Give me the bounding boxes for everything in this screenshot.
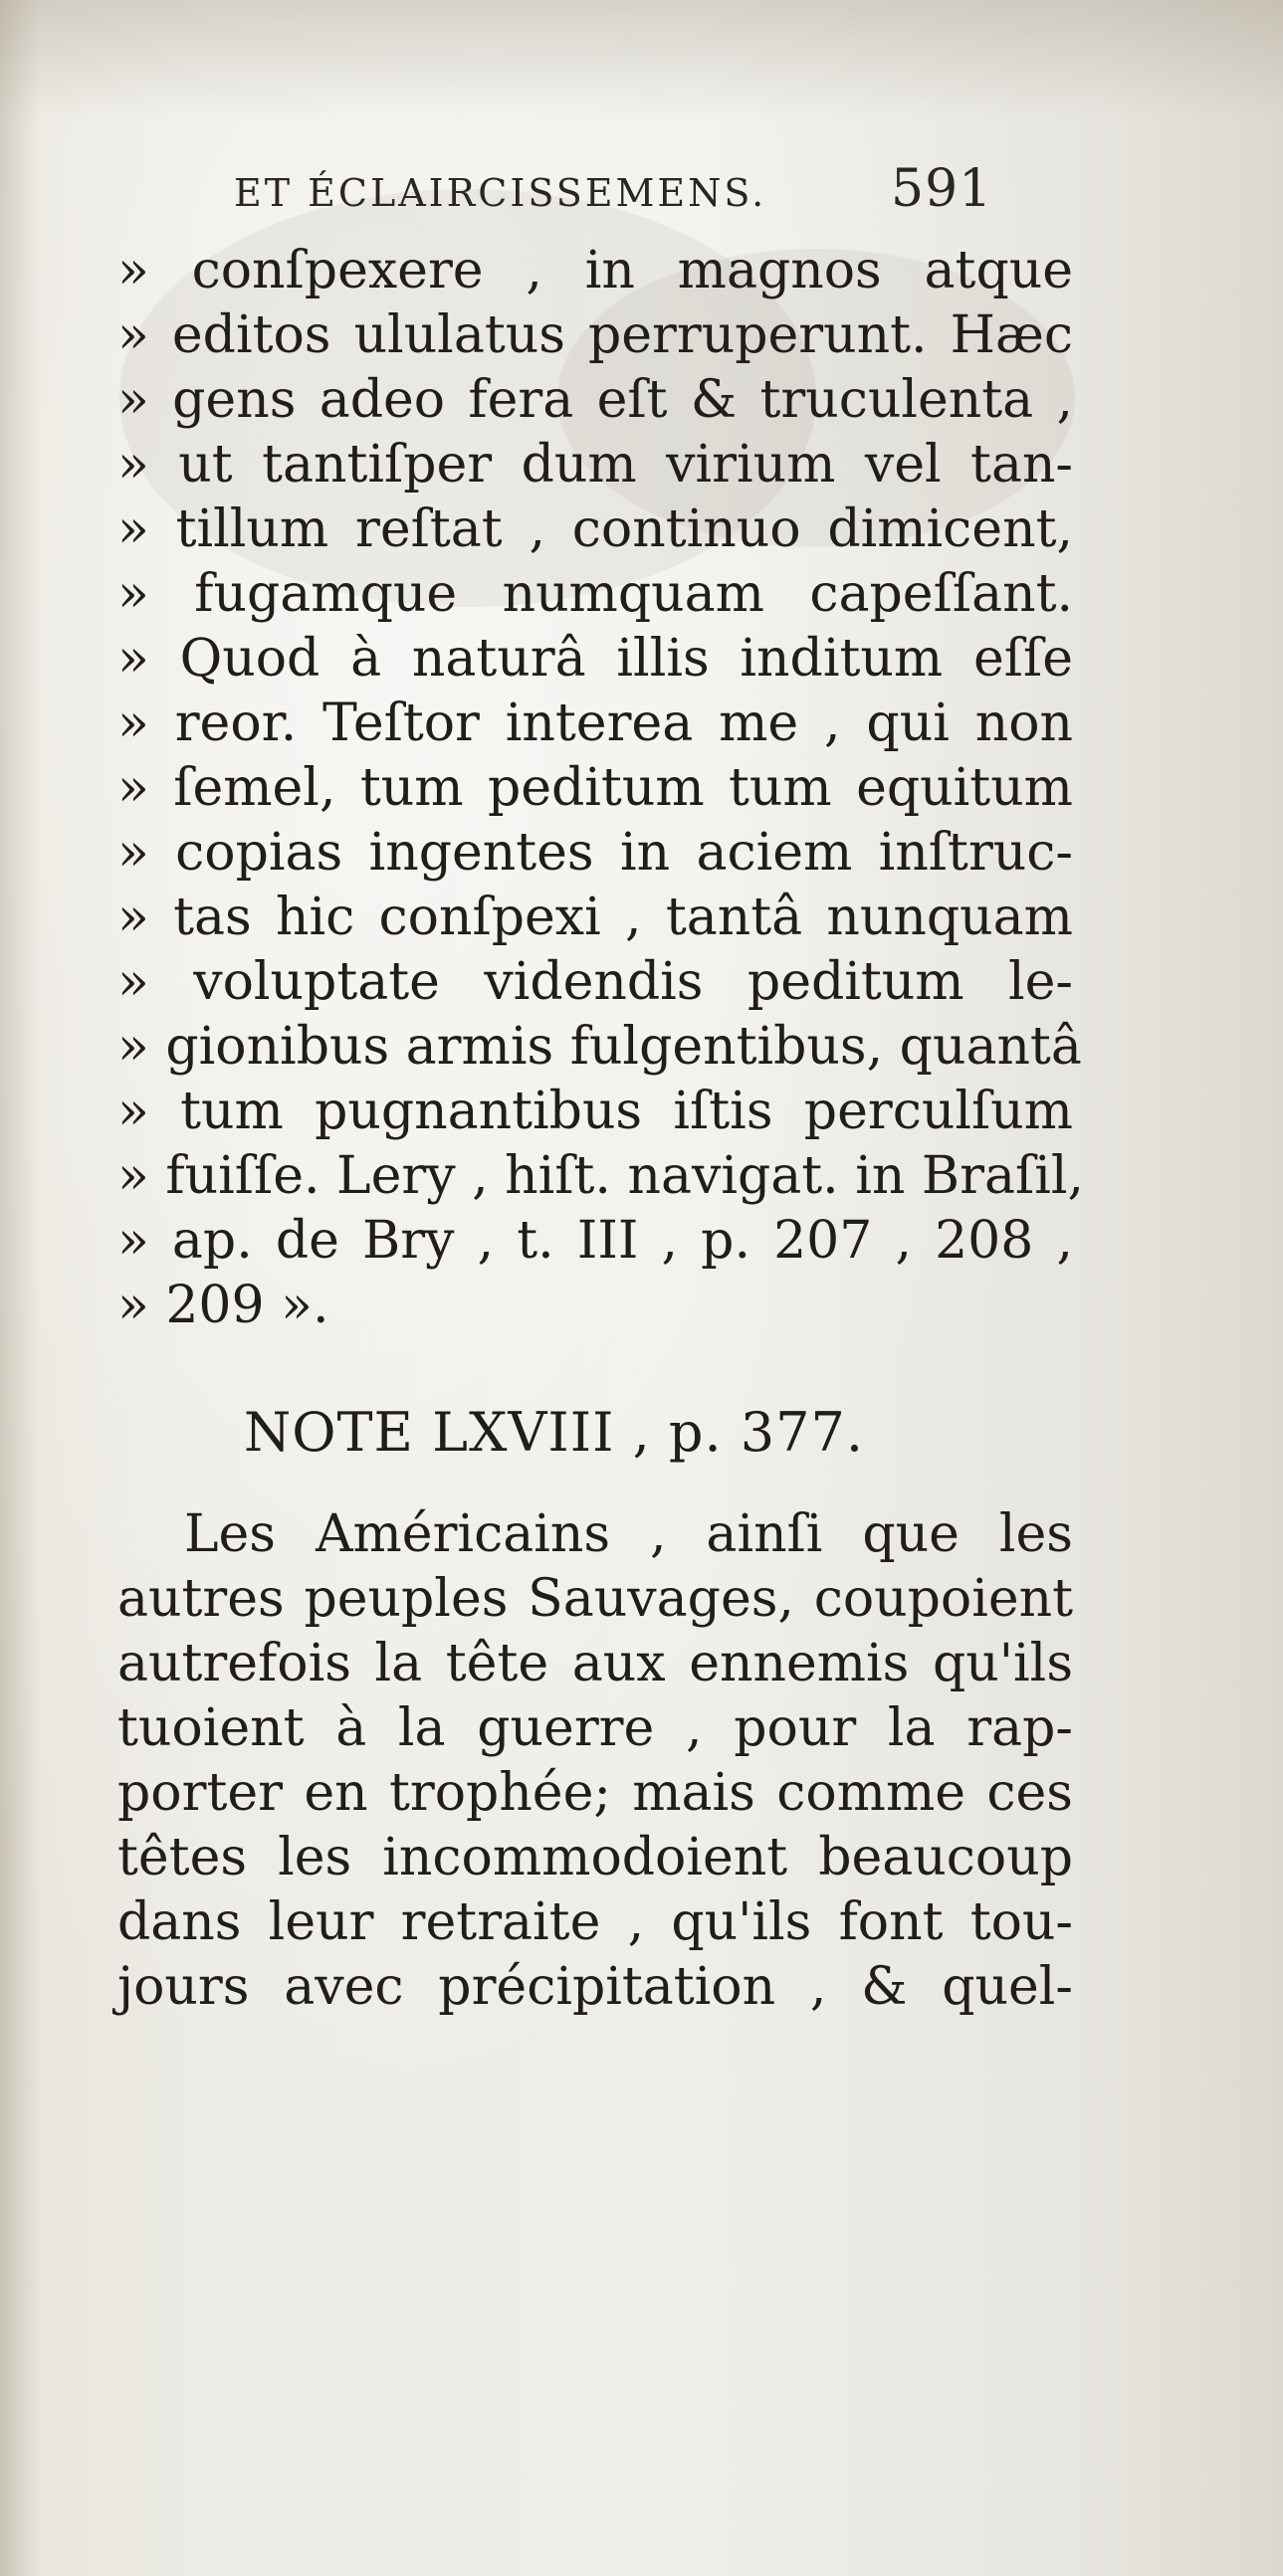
note-line: porter en trophée; mais comme ces [117, 1763, 1073, 1823]
note-line: Les Américains , ainſi que les [184, 1504, 1073, 1564]
quotation-line: » copias ingentes in aciem inſtruc- [117, 823, 1073, 883]
page-shadow [0, 0, 1283, 119]
quotation-line: » tillum reſtat , continuo dimicent, [117, 499, 1073, 559]
quotation-line: » gionibus armis fulgentibus, quantâ [117, 1017, 1082, 1077]
note-line: têtes les incommodoient beaucoup [117, 1828, 1073, 1887]
quotation-line: » voluptate videndis peditum le- [117, 952, 1073, 1012]
running-head-title: ET ÉCLAIRCISSEMENS. [234, 171, 767, 215]
quotation-line: » 209 ». [117, 1276, 329, 1335]
note-heading: NOTE LXVIII , p. 377. [244, 1401, 865, 1464]
quotation-line: » tum pugnantibus iſtis perculſum [117, 1082, 1073, 1141]
page-number: 591 [891, 159, 993, 219]
quotation-line: » ſemel, tum peditum tum equitum [117, 758, 1073, 818]
note-line: tuoient à la guerre , pour la rap- [117, 1698, 1073, 1758]
note-line: autrefois la tête aux ennemis qu'ils [117, 1634, 1073, 1693]
running-head [234, 159, 1030, 229]
quotation-line: » fuiſſe. Lery , hiſt. navigat. in Braſil, [117, 1146, 1084, 1206]
note-line: dans leur retraite , qu'ils font tou- [117, 1892, 1073, 1952]
quotation-line: » gens adeo fera eſt & truculenta , [117, 370, 1073, 430]
quotation-line: » conſpexere , in magnos atque [117, 241, 1073, 300]
quotation-line: » editos ululatus perruperunt. Hæc [117, 305, 1073, 365]
note-line: autres peuples Sauvages, coupoient [117, 1569, 1073, 1629]
quotation-line: » fugamque numquam capeſſant. [117, 564, 1073, 624]
quotation-line: » Quod à naturâ illis inditum eſſe [117, 629, 1073, 689]
note-line: jours avec précipitation , & quel- [117, 1957, 1073, 2017]
quotation-line: » reor. Teſtor interea me , qui non [117, 694, 1073, 753]
quotation-line: » ap. de Bry , t. III , p. 207 , 208 , [117, 1211, 1073, 1271]
quotation-line: » tas hic conſpexi , tantâ nunquam [117, 888, 1073, 947]
quotation-line: » ut tantiſper dum virium vel tan- [117, 435, 1073, 495]
